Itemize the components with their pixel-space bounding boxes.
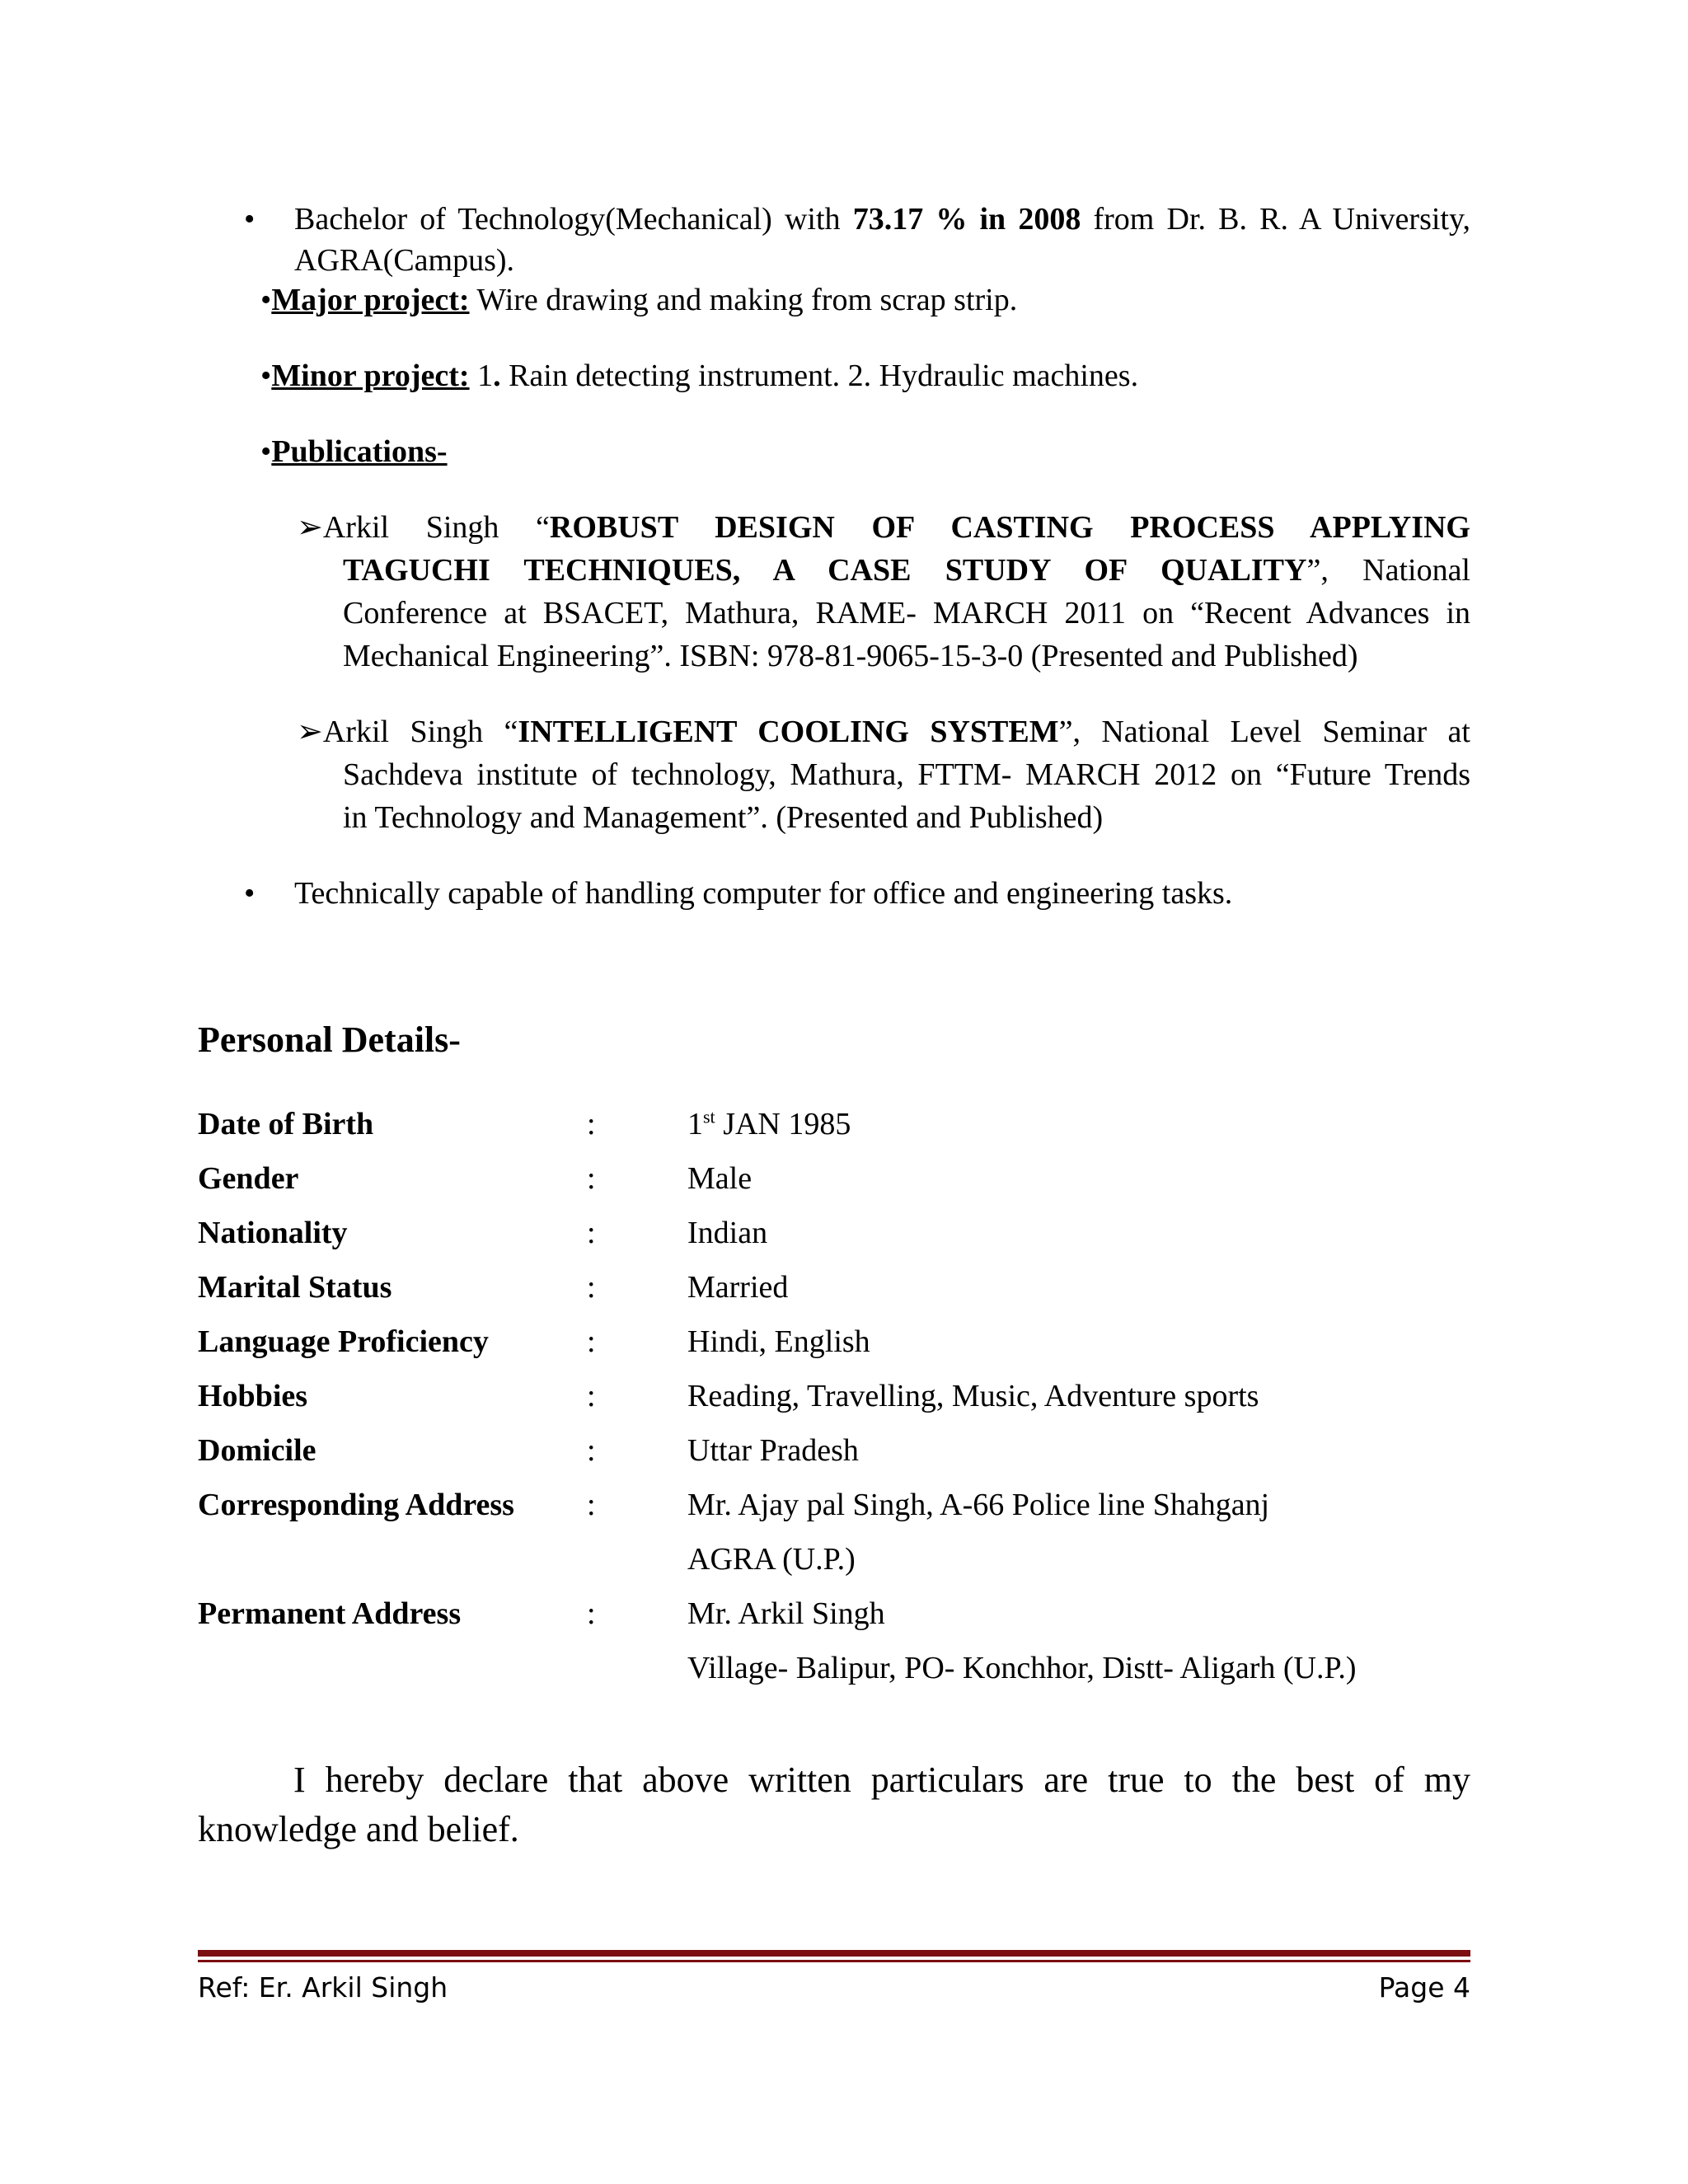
arrow-bullet-icon: ➢	[297, 510, 323, 545]
pd-label: Date of Birth	[198, 1107, 374, 1141]
pd-colon: :	[587, 1488, 596, 1522]
footer-ref: Ref: Er. Arkil Singh	[198, 1971, 448, 2004]
minor-project-label: Minor project:	[271, 359, 470, 393]
pd-value: Mr. Arkil Singh	[687, 1596, 885, 1631]
footer-page-number: Page 4	[1378, 1971, 1470, 2004]
pub1-author: Arkil Singh “	[322, 510, 550, 545]
declaration-line-1: I hereby declare that above written particulars are true to the best of my	[293, 1760, 1470, 1800]
degree-line-2: AGRA(Campus).	[294, 243, 515, 278]
pd-value: Indian	[687, 1216, 768, 1250]
pd-colon: :	[587, 1324, 596, 1359]
pd-colon: :	[587, 1433, 596, 1468]
footer-rule-thin	[198, 1960, 1470, 1962]
pd-value: Uttar Pradesh	[687, 1433, 859, 1468]
pd-value-line2: AGRA (U.P.)	[687, 1542, 856, 1577]
pd-label: Language Proficiency	[198, 1324, 489, 1359]
publications-heading	[260, 430, 448, 473]
pub1-title-2: TAGUCHI TECHNIQUES, A CASE STUDY OF QUALITY	[343, 553, 1307, 588]
pd-colon: :	[587, 1596, 596, 1631]
pd-value: Hindi, English	[687, 1324, 870, 1359]
bullet-minor: •	[260, 359, 272, 393]
pub1-title-1: ROBUST DESIGN OF CASTING PROCESS APPLYING	[549, 510, 1470, 545]
major-project	[260, 279, 1017, 321]
dob-ordinal: st	[703, 1106, 715, 1127]
pub2-line-3: in Technology and Management”. (Presented and Published)	[343, 800, 1104, 835]
major-project-label: Major project:	[271, 283, 470, 317]
major-project-text: Wire drawing and making from scrap strip.	[469, 283, 1018, 317]
pd-label: Gender	[198, 1161, 299, 1196]
pd-colon: :	[587, 1270, 596, 1305]
pub2-author: Arkil Singh “	[322, 715, 518, 749]
minor-project-dot: .	[493, 359, 501, 393]
dob-day: 1	[687, 1107, 703, 1141]
pd-label: Marital Status	[198, 1270, 392, 1305]
bullet-publications: •	[260, 434, 272, 469]
pd-value-dob	[687, 1103, 851, 1146]
publications-label: Publications-	[271, 434, 448, 469]
pub1-line-1	[297, 506, 1470, 549]
degree-prefix: Bachelor of Technology(Mechanical) with	[294, 202, 853, 237]
pub1-line-2	[343, 549, 1470, 592]
degree-suffix: from Dr. B. R. A University,	[1081, 202, 1471, 237]
pub2-line-1	[297, 710, 1470, 753]
pd-label: Hobbies	[198, 1379, 308, 1413]
dob-month-year: JAN 1985	[715, 1107, 851, 1141]
bullet-skills: •	[244, 876, 256, 911]
skills-text: Technically capable of handling computer for office and engineering tasks.	[294, 876, 1233, 911]
pub1-line-4: Mechanical Engineering”. ISBN: 978-81-9065-15-3-0 (Presented and Published)	[343, 639, 1358, 673]
minor-project-num: 1	[469, 359, 494, 393]
pd-label: Nationality	[198, 1216, 348, 1250]
pd-value: Mr. Ajay pal Singh, A-66 Police line Shahganj	[687, 1488, 1270, 1522]
pd-value: Married	[687, 1270, 789, 1305]
declaration-line-2: knowledge and belief.	[198, 1809, 519, 1849]
personal-details-heading: Personal Details-	[198, 1019, 461, 1060]
degree-line-1	[294, 198, 1470, 241]
pd-value-line2: Village- Balipur, PO- Konchhor, Distt- Aligarh (U.P.)	[687, 1651, 1357, 1685]
pd-colon: :	[587, 1216, 596, 1250]
pub2-title: INTELLIGENT COOLING SYSTEM	[518, 715, 1059, 749]
pd-label: Permanent Address	[198, 1596, 462, 1631]
pd-label: Corresponding Address	[198, 1488, 514, 1522]
minor-project	[260, 354, 1138, 397]
bullet-major: •	[260, 283, 272, 317]
pd-colon: :	[587, 1107, 596, 1141]
degree-score: 73.17 % in 2008	[852, 202, 1081, 237]
bullet-degree: •	[244, 202, 256, 237]
minor-project-text: Rain detecting instrument. 2. Hydraulic machines.	[500, 359, 1139, 393]
pub1-venue-a: ”, National	[1306, 553, 1470, 588]
pd-value: Male	[687, 1161, 753, 1196]
arrow-bullet-icon: ➢	[297, 715, 323, 749]
pub1-line-3: Conference at BSACET, Mathura, RAME- MARCH 2011 on “Recent Advances in	[343, 596, 1470, 630]
pub2-venue-a: ”, National Level Seminar at	[1058, 715, 1470, 749]
footer-rule-thick	[198, 1950, 1470, 1957]
pd-colon: :	[587, 1161, 596, 1196]
pd-label: Domicile	[198, 1433, 316, 1468]
pub2-line-2: Sachdeva institute of technology, Mathura, FTTM- MARCH 2012 on “Future Trends	[343, 757, 1470, 792]
pd-value: Reading, Travelling, Music, Adventure sports	[687, 1379, 1259, 1413]
pd-colon: :	[587, 1379, 596, 1413]
